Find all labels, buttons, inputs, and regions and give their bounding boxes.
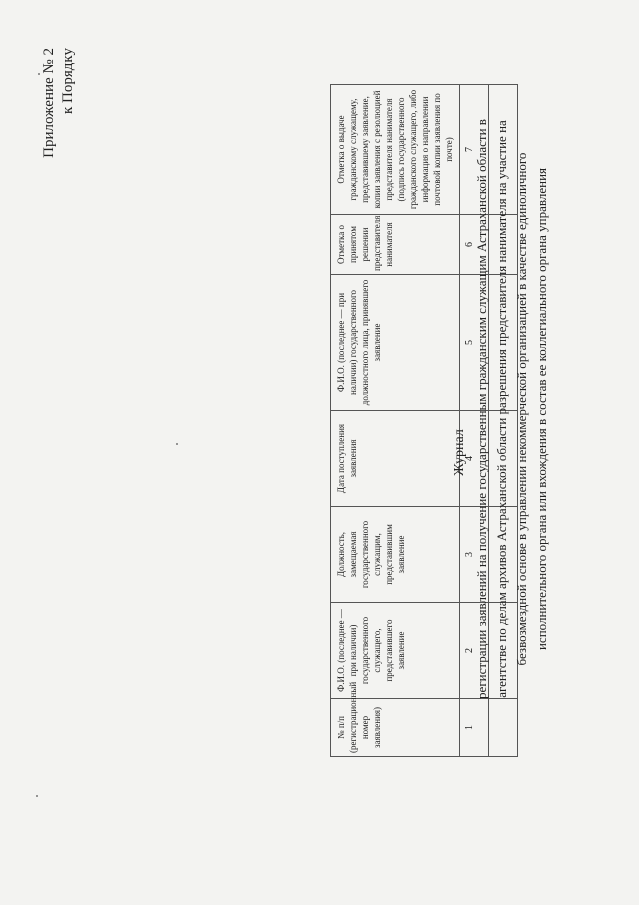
journal-title: Журнал xyxy=(452,429,467,476)
header-cell: Отметка о принятом решении представителя нанимателя xyxy=(331,215,460,275)
header-cell: Ф.И.О. (последнее — при наличии) государственного должностного лица, принявшего заявление xyxy=(331,275,460,411)
table-header-row xyxy=(331,85,460,757)
appendix-number: Приложение № 2 xyxy=(41,48,57,158)
header-cell: Должность, замещаемая государственного служащим, представившим заявление xyxy=(331,507,460,603)
header-cell: Дата поступления заявления xyxy=(331,411,460,507)
appendix-reference: к Порядку xyxy=(60,48,76,114)
header-cell: № п/п (регистрационный номер заявления) xyxy=(331,699,460,757)
column-number: 2 xyxy=(460,603,489,699)
scan-speck xyxy=(36,795,38,797)
column-number: 5 xyxy=(460,275,489,411)
header-cell: Отметка о выдаче гражданскому служащему, представившему заявление, копии заявления с резолюцией представителя нанимателя (подпись государственного гражданского служащего, либо информация о направлении почтовой копии заявления по почте) xyxy=(331,85,460,215)
header-cell: Ф.И.О. (последнее — при наличии) государственного служащего, представившего заявление xyxy=(331,603,460,699)
column-number: 1 xyxy=(460,699,489,757)
scan-speck xyxy=(38,73,40,75)
column-number: 4 xyxy=(460,411,489,507)
column-number: 3 xyxy=(460,507,489,603)
column-number: 6 xyxy=(460,215,489,275)
scan-speck xyxy=(176,443,178,445)
appendix-header xyxy=(40,48,78,158)
column-number: 7 xyxy=(460,85,489,215)
journal-description: регистрации заявлений на получение государственным гражданским служащим Астраханской области в агентстве по делам архивов Астраханской области разрешения представителя нанимателя на участие на безвозмездной основе в управлении некоммерческой организацией в качестве единоличного исполнительного органа или вхождения в состав ее коллегиального органа управления xyxy=(474,119,549,699)
